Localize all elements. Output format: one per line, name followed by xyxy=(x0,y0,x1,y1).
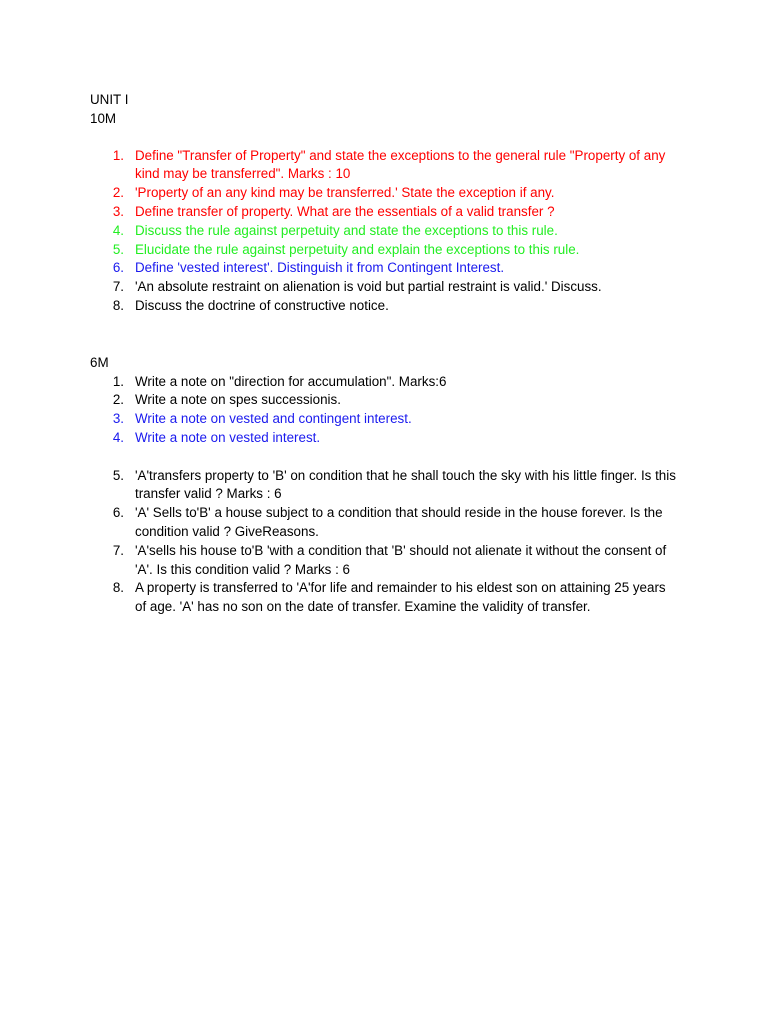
question-item: 8. Discuss the doctrine of constructive notice. xyxy=(112,297,389,313)
question-item: 5. 'A'transfers property to 'B' on condition that he shall touch the sky with his little finger. Is this transfer valid ? Marks : 6 xyxy=(112,467,676,502)
question-text: Elucidate the rule against perpetuity and explain the exceptions to this rule. xyxy=(135,241,580,257)
question-item: 7. 'An absolute restraint on alienation is void but partial restraint is valid.' Discuss. xyxy=(112,279,602,295)
question-item: 3. Define transfer of property. What are the essentials of a valid transfer ? xyxy=(112,203,555,219)
question-text: Discuss the rule against perpetuity and state the exceptions to this rule. xyxy=(135,222,558,238)
question-list-6m xyxy=(90,373,680,448)
question-item: 1. Define "Transfer of Property" and state the exceptions to the general rule "Property of any kind may be transferred". Marks : 10 xyxy=(112,147,666,182)
question-item: 5. Elucidate the rule against perpetuity and explain the exceptions to this rule. xyxy=(112,241,580,257)
question-text: Discuss the doctrine of constructive notice. xyxy=(135,297,389,313)
section-heading-10m: 10M xyxy=(90,110,117,126)
question-item: 6. 'A' Sells to'B' a house subject to a condition that should reside in the house forever. Is the condition valid ? GiveReasons. xyxy=(112,505,663,539)
question-text: Write a note on spes successionis. xyxy=(135,392,341,408)
question-item: 4. Discuss the rule against perpetuity and state the exceptions to this rule. xyxy=(112,222,558,238)
question-item: 1. Write a note on "direction for accumulation". Marks:6 xyxy=(112,373,447,389)
question-list-10m xyxy=(90,147,680,316)
question-item: 2. 'Property of an any kind may be transferred.' State the exception if any. xyxy=(112,185,555,201)
document-page xyxy=(90,91,680,617)
section-heading-6m: 6M xyxy=(90,354,109,370)
question-text: A property is transferred to 'A'for life and remainder to his eldest son on attaining 25 years of age. 'A' has no son on the date of transfer. Examine the validity of transfer. xyxy=(135,580,666,615)
question-text: Write a note on vested and contingent interest. xyxy=(135,411,412,427)
question-item: 6. Define 'vested interest'. Distinguish it from Contingent Interest. xyxy=(112,260,505,276)
question-item: 7. 'A'sells his house to'B 'with a condition that 'B' should not alienate it without the consent of 'A'. Is this condition valid ? Marks : 6 xyxy=(112,542,667,577)
question-text: 'A'sells his house to'B 'with a condition that 'B' should not alienate it without the consent of 'A'. Is this condition valid ? Marks : 6 xyxy=(135,542,667,577)
unit-title: UNIT I xyxy=(90,92,129,107)
question-text: 'Property of an any kind may be transferred.' State the exception if any. xyxy=(135,185,555,201)
question-text: Define "Transfer of Property" and state the exceptions to the general rule "Property of any kind may be transferred". Marks : 10 xyxy=(135,147,666,182)
question-text: Write a note on vested interest. xyxy=(135,429,321,445)
question-text: 'An absolute restraint on alienation is void but partial restraint is valid.' Discuss. xyxy=(135,279,602,295)
question-text: 'A' Sells to'B' a house subject to a condition that should reside in the house forever. Is the condition valid ? GiveReasons. xyxy=(135,505,663,539)
question-item: 3. Write a note on vested and contingent interest. xyxy=(112,411,412,427)
question-text: Define transfer of property. What are the essentials of a valid transfer ? xyxy=(135,203,555,219)
question-text: 'A'transfers property to 'B' on condition that he shall touch the sky with his little finger. Is this transfer valid ? Marks : 6 xyxy=(135,467,676,502)
question-text: Write a note on "direction for accumulation". Marks:6 xyxy=(135,373,447,389)
question-item: 2. Write a note on spes successionis. xyxy=(112,392,341,408)
question-list-6m-continued xyxy=(90,467,680,617)
question-item: 8. A property is transferred to 'A'for life and remainder to his eldest son on attaining 25 years of age. 'A' has no son on the date of transfer. Examine the validity of transfer. xyxy=(112,580,666,615)
question-item: 4. Write a note on vested interest. xyxy=(112,429,321,445)
question-text: Define 'vested interest'. Distinguish it from Contingent Interest. xyxy=(135,260,505,276)
